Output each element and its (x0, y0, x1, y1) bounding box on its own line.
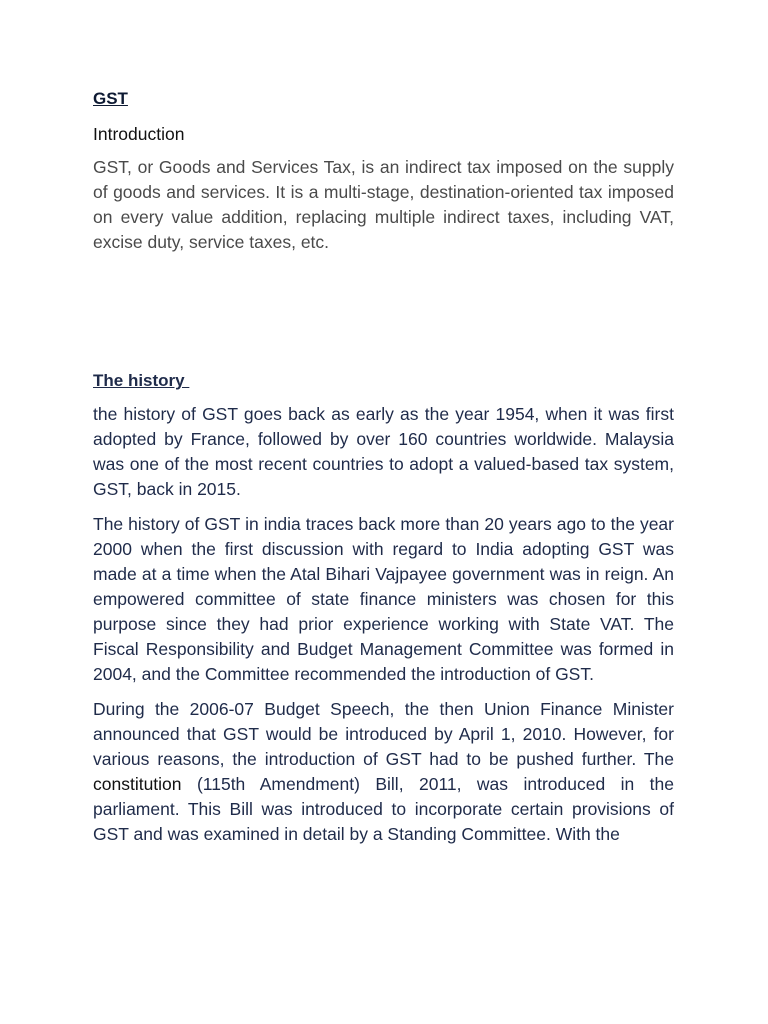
history-paragraph-3-end: (115th Amendment) Bill, 2011, was introduced in the parliament. This Bill was introduced to incorporate certain provisions of GST and was examined in detail by a Standing Committee. With the (93, 774, 674, 844)
introduction-heading: Introduction (93, 124, 185, 144)
history-heading: The history (93, 371, 190, 390)
history-paragraph-3 (93, 697, 674, 847)
history-paragraph-3-start: During the 2006-07 Budget Speech, the then Union Finance Minister announced that GST would be introduced by April 1, 2010. However, for various reasons, the introduction of GST had to be pushed further. The (93, 699, 674, 769)
document-title: GST (93, 89, 128, 108)
constitution-term: constitution (93, 774, 182, 794)
introduction-paragraph: GST, or Goods and Services Tax, is an indirect tax imposed on the supply of goods and services. It is a multi-stage, destination-oriented tax imposed on every value addition, replacing multiple indirect taxes, including VAT, excise duty, service taxes, etc. (93, 157, 674, 252)
history-paragraph-1: the history of GST goes back as early as the year 1954, when it was first adopted by France, followed by over 160 countries worldwide. Malaysia was one of the most recent countries to adopt a valued-based tax system, GST, back in 2015. (93, 404, 674, 499)
history-paragraph-2: The history of GST in india traces back more than 20 years ago to the year 2000 when the first discussion with regard to India adopting GST was made at a time when the Atal Bihari Vajpayee government was in reign. An empowered committee of state finance ministers was chosen for this purpose since they had prior experience working with State VAT. The Fiscal Responsibility and Budget Management Committee was formed in 2004, and the Committee recommended the introduction of GST. (93, 514, 674, 684)
document-body (93, 88, 674, 847)
